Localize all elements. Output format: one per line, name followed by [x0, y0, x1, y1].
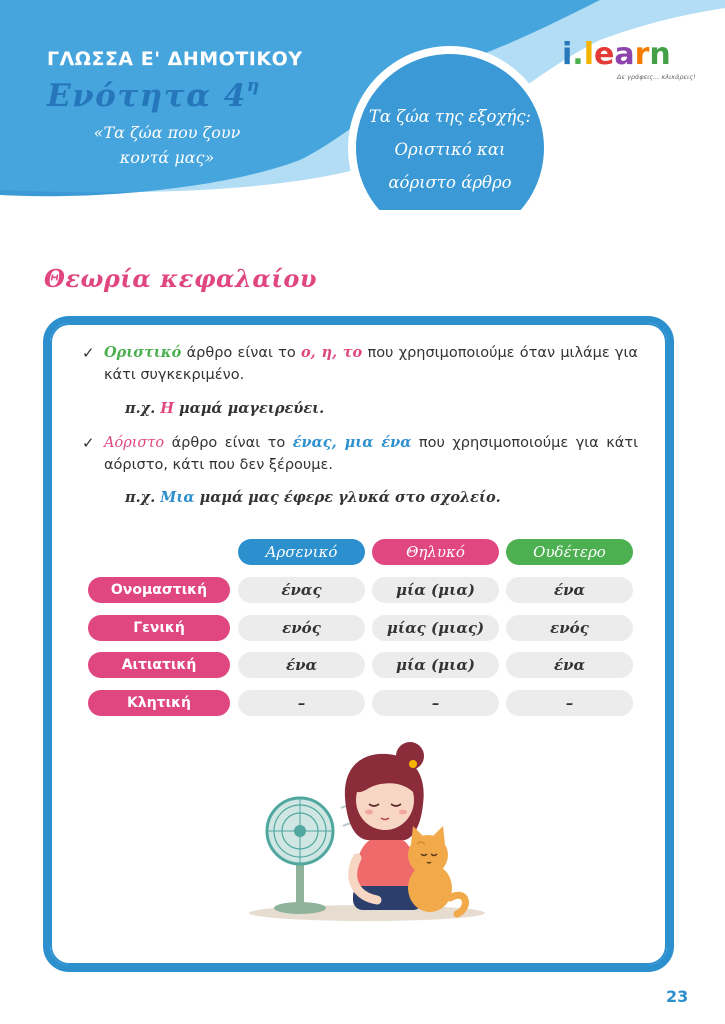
table-cell: ένα: [506, 577, 633, 603]
logo-letter: .: [572, 37, 584, 72]
example-indefinite: π.χ. Μια μαμά μας έφερε γλυκά στο σχολείο.: [125, 489, 501, 506]
example-definite: π.χ. Η μαμά μαγειρεύει.: [125, 400, 325, 417]
table-cell: ένας: [238, 577, 365, 603]
table-cell: –: [238, 690, 365, 716]
logo-letter: r: [634, 37, 650, 72]
col-feminine: Θηλυκό: [372, 539, 499, 565]
fan-icon: [267, 798, 333, 914]
table-cell: –: [506, 690, 633, 716]
logo-letter: e: [594, 37, 615, 72]
row-genitive: Γενική: [88, 615, 230, 641]
table-cell: μία (μια): [372, 652, 499, 678]
girl-fan-cat-illustration: [245, 738, 490, 923]
table-cell: μία (μια): [372, 577, 499, 603]
table-cell: μίας (μιας): [372, 615, 499, 641]
row-vocative: Κλητική: [88, 690, 230, 716]
subject-title: ΓΛΩΣΣΑ Ε' ΔΗΜΟΤΙΚΟΥ: [47, 48, 303, 70]
unit-title: Ενότητα $4^\eta$: [47, 76, 261, 114]
logo-letter: a: [614, 37, 635, 72]
lesson-title: Τα ζώα της εξοχής: Οριστικό και αόριστο άρθρο: [368, 107, 532, 192]
col-masculine: Αρσενικό: [238, 539, 365, 565]
col-neuter: Ουδέτερο: [506, 539, 633, 565]
row-nominative: Ονομαστική: [88, 577, 230, 603]
table-cell: ένα: [506, 652, 633, 678]
check-icon: ✓: [82, 344, 95, 362]
table-cell: –: [372, 690, 499, 716]
table-cell: ενός: [238, 615, 365, 641]
logo-letter: i: [562, 37, 573, 72]
ilearn-logo: [562, 37, 696, 90]
page-number: 23: [666, 987, 689, 1006]
section-title: Θεωρία κεφαλαίου: [44, 264, 318, 293]
check-icon: ✓: [82, 434, 95, 452]
row-accusative: Αιτιατική: [88, 652, 230, 678]
unit-subtitle: «Τα ζώα που ζουν κοντά μας»: [93, 123, 241, 167]
cat-icon: [408, 826, 465, 914]
table-cell: ένα: [238, 652, 365, 678]
rule-definite: ✓ Οριστικό άρθρο είναι το ο, η, το που χρησιμοποιούμε όταν μιλάμε για κάτι συγκεκριμένο.: [82, 344, 638, 383]
logo-letter: l: [583, 37, 594, 72]
logo-tagline: Δε γράφεις... κλικάρεις!: [617, 73, 696, 81]
table-cell: ενός: [506, 615, 633, 641]
logo-letter: n: [649, 37, 671, 72]
rule-indefinite: ✓ Αόριστο άρθρο είναι το ένας, μια ένα που χρησιμοποιούμε για κάτι αόριστο, κάτι που δεν ξέρουμε.: [82, 434, 638, 473]
